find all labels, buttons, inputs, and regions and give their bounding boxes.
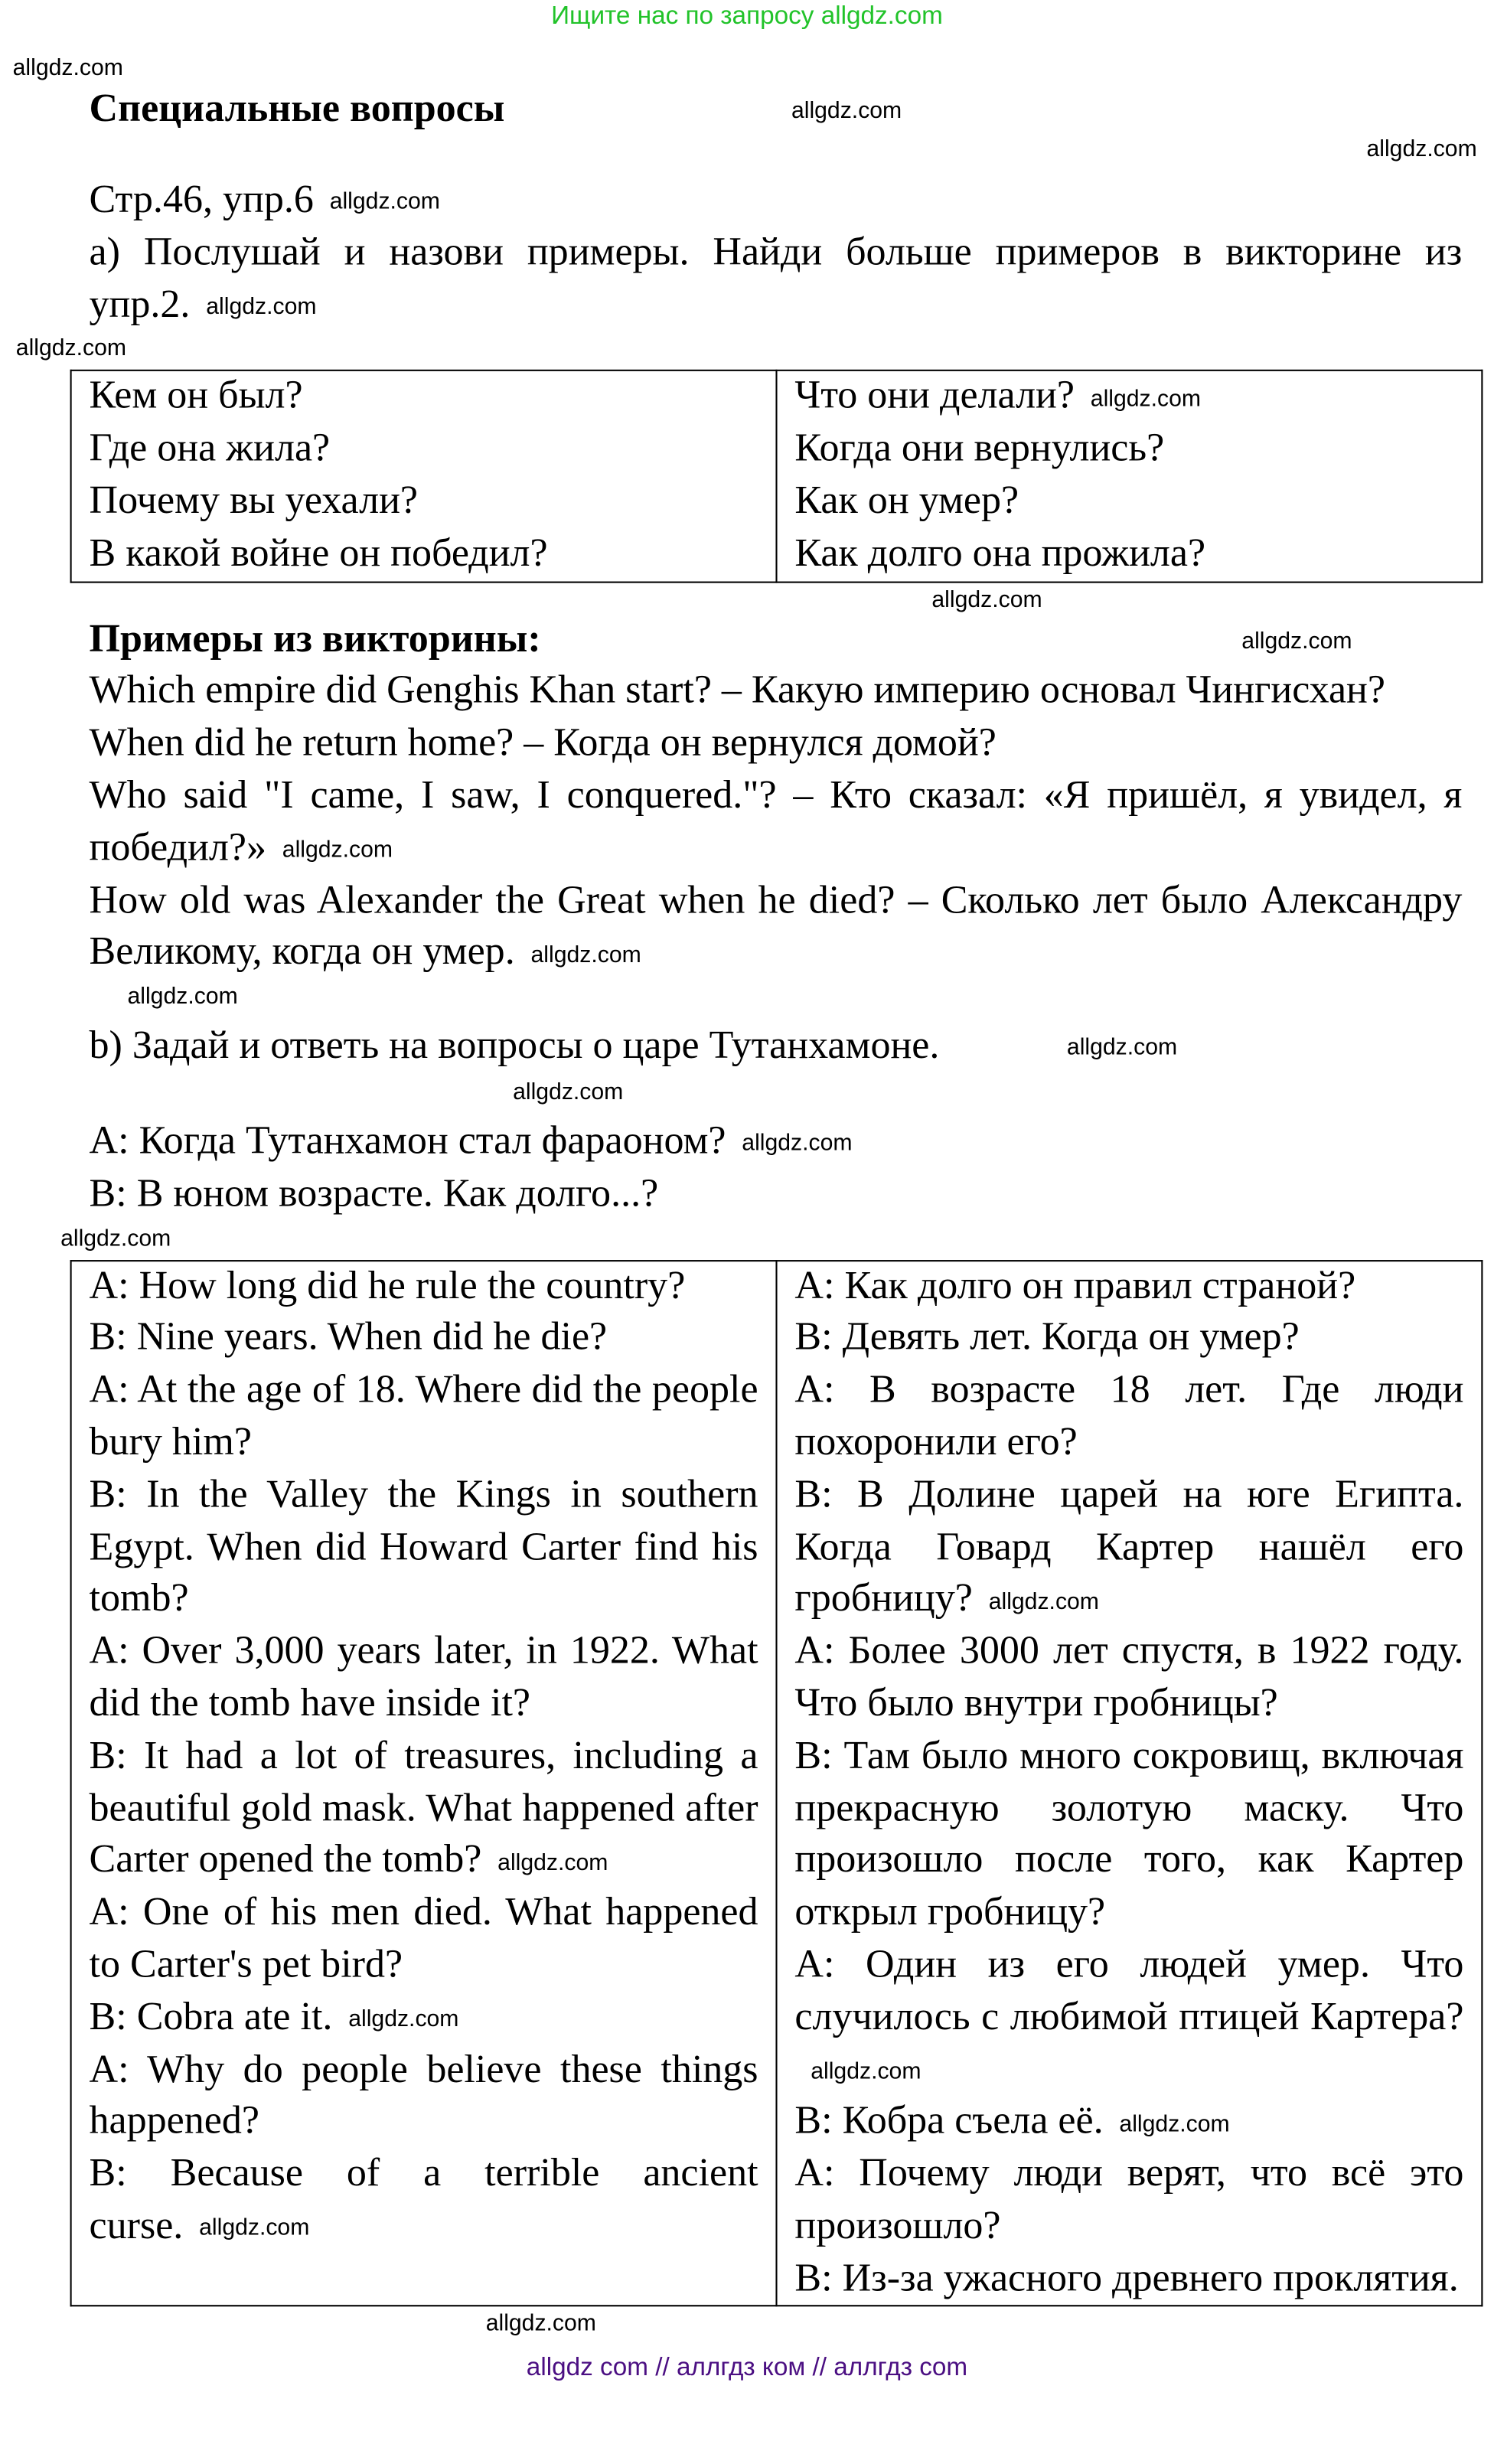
watermark: allgdz.com <box>206 294 317 320</box>
dialog-line: А: Как долго он правил страной? <box>794 1264 1356 1307</box>
watermark: allgdz.com <box>199 2215 310 2242</box>
dialog-line-with-mark <box>90 1117 1463 1169</box>
watermark-row <box>0 54 1494 83</box>
quiz-example: Who said "I came, I saw, I conquered."? – Кто сказал: «Я пришёл, я увидел, я победил?» <box>89 774 1463 870</box>
watermark: allgdz.com <box>329 190 440 216</box>
quiz-examples <box>90 667 1463 981</box>
watermark: allgdz.com <box>742 1131 853 1157</box>
watermark: allgdz.com <box>791 99 902 125</box>
examples-table <box>70 370 1483 583</box>
watermark: allgdz.com <box>1241 628 1352 654</box>
dialog-line: В: В юном возрасте. Как долго...? <box>89 1172 659 1216</box>
watermark: allgdz.com <box>15 336 127 363</box>
quiz-example-line <box>90 771 1463 876</box>
watermark: allgdz.com <box>485 2312 596 2338</box>
dialog-line: B: Cobra ate it. <box>89 1995 333 2039</box>
watermark: allgdz.com <box>988 1588 1099 1615</box>
dialog-line: А: Один из его людей умер. Что случилось с любимой птицей Картера? <box>794 1943 1464 2039</box>
examples-left <box>71 371 777 582</box>
dialog-line: B: In the Valley the Kings in southern Egypt. When did Howard Carter find his tomb? <box>89 1473 758 1621</box>
quiz-example: Which empire did Genghis Khan start? – Какую империю основал Чингисхан? <box>89 669 1385 713</box>
top-banner[interactable]: Ищите нас по запросу allgdz.com <box>551 3 943 31</box>
watermark: allgdz.com <box>497 1850 608 1876</box>
exercise-ref: Стр.46, упр.6 <box>89 178 314 222</box>
watermark: allgdz.com <box>12 55 123 82</box>
watermark-row <box>0 1079 1494 1107</box>
dialog-line: А: Когда Тутанхамон стал фараоном? <box>89 1119 726 1163</box>
dialog-line: В: Кобра съела её. <box>794 2100 1104 2143</box>
dialog-line: B: Because of a terrible ancient curse. <box>89 2152 758 2248</box>
example: Почему вы уехали? <box>89 479 419 523</box>
dialog-line: В: В Долине царей на юге Египта. Когда Говард Картер нашёл его гробницу? <box>794 1473 1464 1621</box>
quiz-example-line <box>90 876 1463 981</box>
task-a: а) Послушай и назови примеры. Найди больше примеров в викторине из упр.2. <box>89 230 1463 326</box>
watermark: allgdz.com <box>1066 1036 1178 1062</box>
watermark: allgdz.com <box>127 984 238 1010</box>
task-b: b) Задай и ответь на вопросы о царе Тутанхамоне. <box>89 1024 940 1068</box>
task-b-line <box>90 1021 1463 1073</box>
example: В какой войне он победил? <box>89 531 548 575</box>
page-title-text: Специальные вопросы <box>89 87 505 131</box>
dialog-line: A: At the age of 18. Where did the people bury him? <box>89 1368 758 1464</box>
dialog-intro <box>90 1117 1463 1222</box>
example: Когда они вернулись? <box>794 427 1165 471</box>
bottom-banner[interactable]: allgdz com // аллгдз ком // аллгдз com <box>526 2355 968 2383</box>
watermark: allgdz.com <box>282 837 393 863</box>
dialog-english <box>71 1260 777 2306</box>
dialog-line-with-mark <box>90 2149 758 2253</box>
example: Где она жила? <box>89 427 331 471</box>
example: Что они делали? <box>794 374 1075 419</box>
examples-right <box>776 371 1482 582</box>
watermark: allgdz.com <box>1119 2111 1230 2137</box>
watermark: allgdz.com <box>60 1225 171 1252</box>
watermark-row <box>0 586 1494 614</box>
watermark: allgdz.com <box>348 2006 459 2033</box>
dialog-line: А: Почему люди верят, что всё это произошло? <box>794 2152 1464 2248</box>
quiz-example: How old was Alexander the Great when he died? – Сколько лет было Александру Великому, когда он умер. <box>89 878 1463 974</box>
watermark: allgdz.com <box>1366 136 1477 163</box>
dialog-line: A: Over 3,000 years later, in 1922. What did the tomb have inside it? <box>89 1630 758 1725</box>
watermark: allgdz.com <box>1090 386 1202 413</box>
dialog-line: В: Там было много сокровищ, включая прекрасную золотую маску. Что произошло после того, как Картер открыл гробницу? <box>794 1734 1464 1934</box>
dialog-line-with-mark <box>90 1731 758 1888</box>
dialog-line: В: Девять лет. Когда он умер? <box>794 1316 1300 1359</box>
dialog-line: A: Why do people believe these things happened? <box>89 2048 758 2143</box>
quiz-heading-line <box>90 614 1463 666</box>
page-title <box>90 83 1494 135</box>
quiz-heading: Примеры из викторины: <box>89 617 541 661</box>
dialog-line: B: Nine years. When did he die? <box>89 1316 608 1359</box>
watermark: allgdz.com <box>811 2059 922 2085</box>
task-a-line <box>90 227 1463 332</box>
dialog-line: A: One of his men died. What happened to Carter's pet bird? <box>89 1891 758 1986</box>
dialog-line: A: How long did he rule the country? <box>89 1264 686 1307</box>
exercise-ref-line <box>90 175 1463 227</box>
example: Как долго она прожила? <box>794 531 1206 575</box>
watermark-row <box>0 1224 1494 1252</box>
dialog-line-with-mark <box>794 1940 1463 2097</box>
dialog-line: В: Из-за ужасного древнего проклятия. <box>794 2257 1459 2300</box>
quiz-example: When did he return home? – Когда он вернулся домой? <box>89 722 997 765</box>
watermark: allgdz.com <box>931 587 1042 613</box>
watermark: allgdz.com <box>530 942 641 968</box>
dialog-line: А: В возрасте 18 лет. Где люди похоронили его? <box>794 1368 1464 1464</box>
dialog-line: А: Более 3000 лет спустя, в 1922 году. Что было внутри гробницы? <box>794 1630 1464 1725</box>
watermark: allgdz.com <box>513 1079 624 1106</box>
watermark-row <box>0 135 1494 164</box>
watermark-row <box>0 983 1494 1011</box>
dialog-line-with-mark <box>794 2097 1463 2149</box>
example: Как он умер? <box>794 479 1019 523</box>
example: Кем он был? <box>89 374 303 419</box>
dialog-line-with-mark <box>90 1992 758 2045</box>
dialog-table <box>70 1259 1483 2307</box>
dialog-russian <box>776 1260 1482 2306</box>
watermark-row <box>0 2310 1494 2338</box>
dialog-line-with-mark <box>794 1470 1463 1627</box>
dialog-line: B: It had a lot of treasures, including a beautiful gold mask. What happened after Carter opened the tomb? <box>89 1734 758 1882</box>
example-with-mark <box>794 372 1463 424</box>
watermark-row <box>0 335 1494 364</box>
